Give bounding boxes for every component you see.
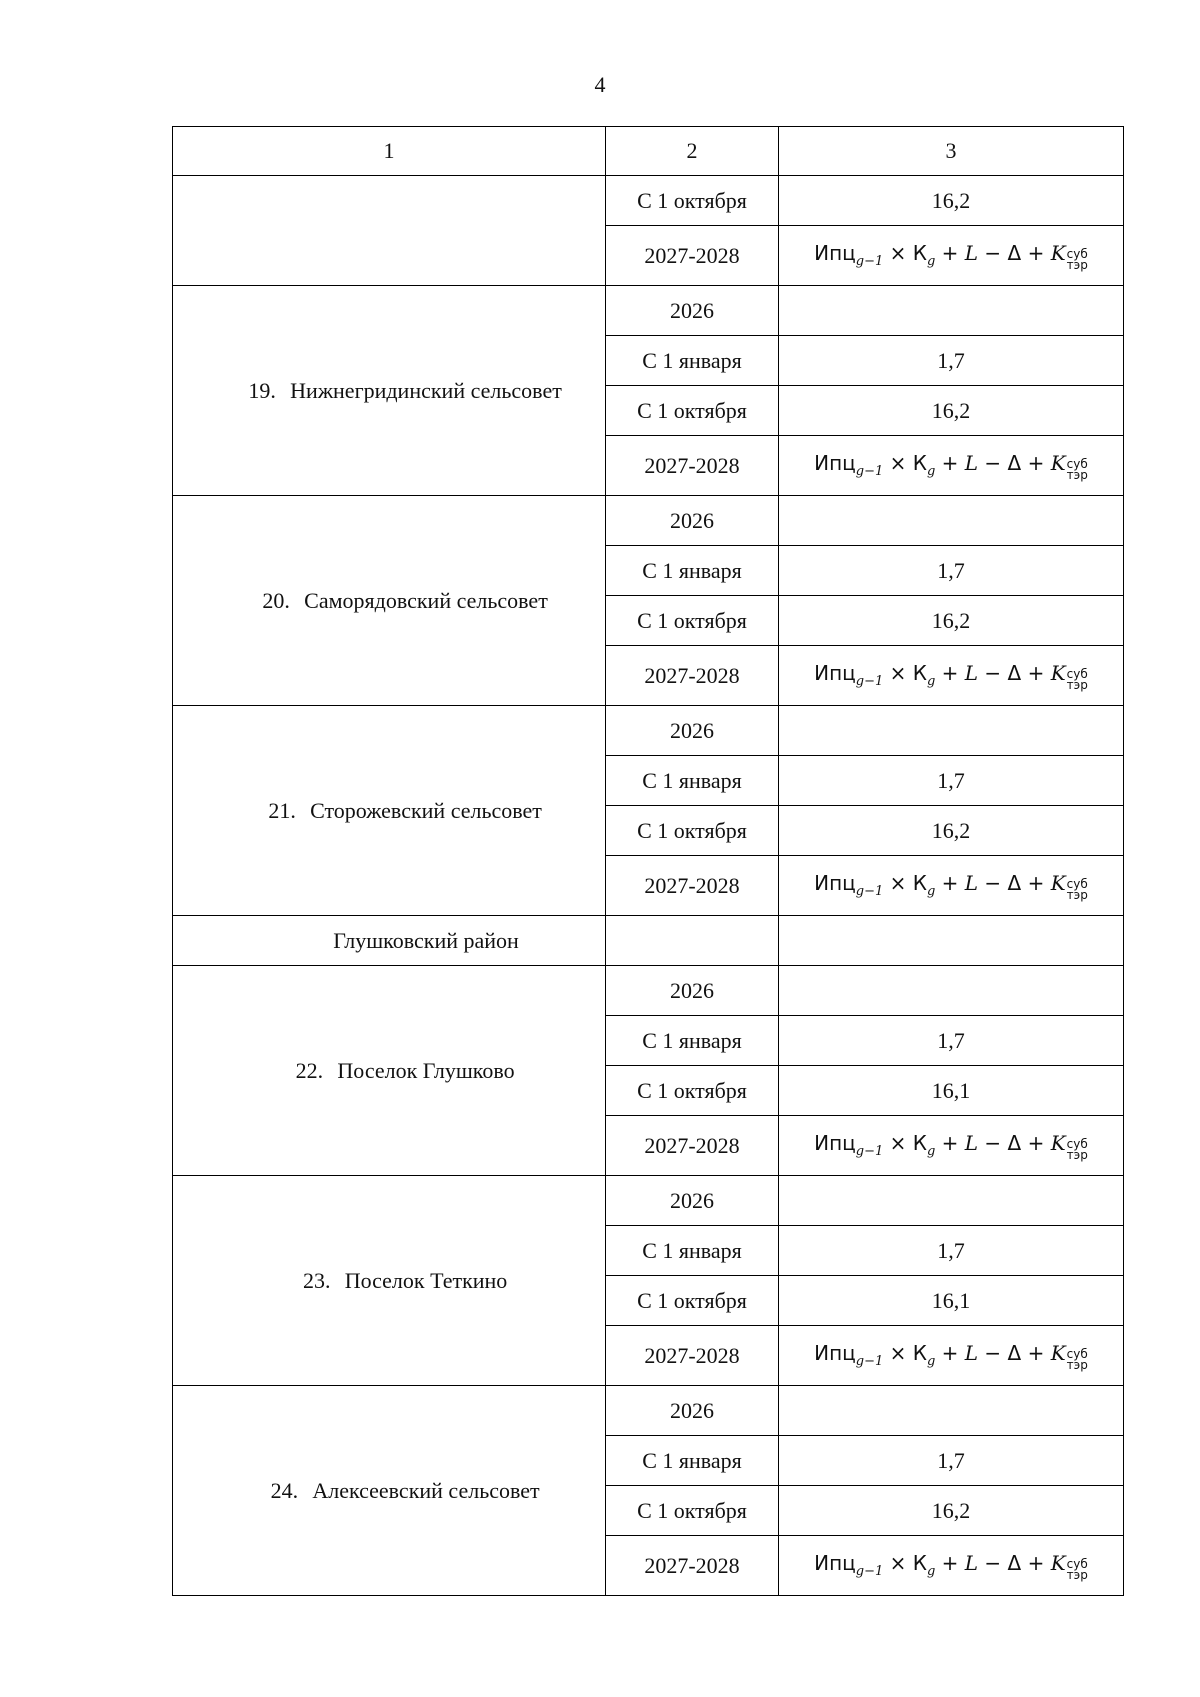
table-row xyxy=(173,286,1124,336)
formula-ipc-sub: g−1 xyxy=(855,674,884,689)
formula-plus: + xyxy=(941,1131,965,1155)
entity-name: Алексеевский сельсовет xyxy=(312,1477,540,1503)
formula-plus: + xyxy=(941,871,965,895)
region-name: Глушковский район xyxy=(173,916,606,966)
value-cell: 1,7 xyxy=(779,756,1124,806)
formula-kter: K xyxy=(1050,1341,1066,1365)
value-cell: 16,2 xyxy=(779,1486,1124,1536)
formula-k-sub: g xyxy=(926,884,936,899)
formula-k-sub: g xyxy=(926,1144,936,1159)
formula-l: L xyxy=(964,661,979,685)
entity-name: Сторожевский сельсовет xyxy=(310,797,542,823)
value-cell: 1,7 xyxy=(779,1436,1124,1486)
formula-kter-sup: суб xyxy=(1066,877,1088,891)
formula-minus-delta: − Δ + xyxy=(978,451,1051,475)
formula-k-sub: g xyxy=(926,1354,936,1369)
formula-k: × К xyxy=(889,451,927,475)
entity-name: Поселок Глушково xyxy=(337,1057,515,1083)
formula-plus: + xyxy=(941,661,965,685)
formula-l: L xyxy=(964,1341,979,1365)
formula-kter-sup: суб xyxy=(1066,247,1088,261)
formula-ipc: Ипц xyxy=(814,1341,856,1365)
period-cell: 2026 xyxy=(606,966,779,1016)
formula-k-sub: g xyxy=(926,254,936,269)
formula-l: L xyxy=(964,1551,979,1575)
formula-k: × К xyxy=(889,1341,927,1365)
formula-l: L xyxy=(964,871,979,895)
formula-kter-sub: тэр xyxy=(1066,1568,1088,1582)
formula-kter-sup: суб xyxy=(1066,667,1088,681)
entity-number: 22. xyxy=(295,1057,324,1083)
formula-cell xyxy=(779,646,1124,706)
period-cell: С 1 января xyxy=(606,336,779,386)
value-cell: 1,7 xyxy=(779,336,1124,386)
formula-cell xyxy=(779,1536,1124,1596)
table-row xyxy=(173,706,1124,756)
period-cell: 2027-2028 xyxy=(606,1536,779,1596)
formula-ipc: Ипц xyxy=(814,871,856,895)
period-cell: С 1 октября xyxy=(606,1486,779,1536)
tariff-formula xyxy=(814,656,1088,695)
entity-cell xyxy=(173,706,606,916)
formula-cell xyxy=(779,436,1124,496)
formula-kter-sub: тэр xyxy=(1066,258,1088,272)
formula-k: × К xyxy=(889,661,927,685)
period-cell: С 1 октября xyxy=(606,386,779,436)
formula-kter: K xyxy=(1050,1551,1066,1575)
period-cell: 2026 xyxy=(606,1386,779,1436)
formula-plus: + xyxy=(941,1341,965,1365)
formula-ipc: Ипц xyxy=(814,1551,856,1575)
formula-kter: K xyxy=(1050,451,1066,475)
period-cell: С 1 октября xyxy=(606,596,779,646)
formula-ipc: Ипц xyxy=(814,661,856,685)
formula-cell xyxy=(779,856,1124,916)
entity-number: 24. xyxy=(270,1477,299,1503)
value-cell xyxy=(779,496,1124,546)
value-cell xyxy=(779,916,1124,966)
formula-kter-sup: суб xyxy=(1066,1137,1088,1151)
value-cell: 16,1 xyxy=(779,1066,1124,1116)
formula-kter: K xyxy=(1050,241,1066,265)
formula-kter-sub: тэр xyxy=(1066,1358,1088,1372)
period-cell: С 1 января xyxy=(606,546,779,596)
formula-l: L xyxy=(964,241,979,265)
formula-kter-sub: тэр xyxy=(1066,678,1088,692)
period-cell: 2027-2028 xyxy=(606,436,779,496)
entity-cell xyxy=(173,496,606,706)
tariff-table xyxy=(172,126,1124,1596)
value-cell xyxy=(779,1176,1124,1226)
value-cell: 16,2 xyxy=(779,386,1124,436)
formula-ipc-sub: g−1 xyxy=(855,254,884,269)
formula-minus-delta: − Δ + xyxy=(978,1341,1051,1365)
formula-minus-delta: − Δ + xyxy=(978,871,1051,895)
formula-k: × К xyxy=(889,1131,927,1155)
formula-minus-delta: − Δ + xyxy=(978,241,1051,265)
period-cell xyxy=(606,916,779,966)
entity-cell xyxy=(173,286,606,496)
formula-ipc-sub: g−1 xyxy=(855,884,884,899)
table-row xyxy=(173,496,1124,546)
formula-kter-sup: суб xyxy=(1066,457,1088,471)
period-cell: С 1 октября xyxy=(606,1066,779,1116)
value-cell: 16,2 xyxy=(779,176,1124,226)
formula-k-sub: g xyxy=(926,464,936,479)
formula-k: × К xyxy=(889,241,927,265)
period-cell: С 1 января xyxy=(606,1016,779,1066)
formula-k: × К xyxy=(889,1551,927,1575)
table-row xyxy=(173,1386,1124,1436)
formula-kter-sub: тэр xyxy=(1066,888,1088,902)
formula-plus: + xyxy=(941,1551,965,1575)
period-cell: 2027-2028 xyxy=(606,1116,779,1176)
period-cell: С 1 октября xyxy=(606,1276,779,1326)
formula-ipc: Ипц xyxy=(814,241,856,265)
table-header-row xyxy=(173,127,1124,176)
period-cell: С 1 января xyxy=(606,1436,779,1486)
formula-cell xyxy=(779,1116,1124,1176)
table-row xyxy=(173,966,1124,1016)
region-row xyxy=(173,916,1124,966)
entity-number: 23. xyxy=(302,1267,331,1293)
period-cell: 2026 xyxy=(606,496,779,546)
period-cell: С 1 января xyxy=(606,1226,779,1276)
period-cell: 2027-2028 xyxy=(606,1326,779,1386)
header-col-3: 3 xyxy=(779,127,1124,176)
header-col-2: 2 xyxy=(606,127,779,176)
formula-kter-sub: тэр xyxy=(1066,1148,1088,1162)
period-cell: 2026 xyxy=(606,706,779,756)
formula-cell xyxy=(779,226,1124,286)
formula-k-sub: g xyxy=(926,1564,936,1579)
formula-kter: K xyxy=(1050,661,1066,685)
table-row xyxy=(173,176,1124,226)
period-cell: С 1 октября xyxy=(606,176,779,226)
entity-number: 19. xyxy=(248,377,276,403)
formula-l: L xyxy=(964,1131,979,1155)
formula-plus: + xyxy=(941,241,965,265)
entity-number: 21. xyxy=(268,797,296,823)
tariff-formula xyxy=(814,446,1088,485)
period-cell: С 1 октября xyxy=(606,806,779,856)
formula-minus-delta: − Δ + xyxy=(978,1551,1051,1575)
value-cell: 1,7 xyxy=(779,1226,1124,1276)
value-cell xyxy=(779,706,1124,756)
continued-name-cell xyxy=(173,176,606,286)
value-cell: 1,7 xyxy=(779,1016,1124,1066)
table-row xyxy=(173,1176,1124,1226)
period-cell: С 1 января xyxy=(606,756,779,806)
period-cell: 2027-2028 xyxy=(606,646,779,706)
value-cell: 16,2 xyxy=(779,806,1124,856)
formula-minus-delta: − Δ + xyxy=(978,1131,1051,1155)
tariff-formula xyxy=(814,1126,1088,1165)
formula-cell xyxy=(779,1326,1124,1386)
formula-minus-delta: − Δ + xyxy=(978,661,1051,685)
formula-kter-sub: тэр xyxy=(1066,468,1088,482)
entity-name: Саморядовский сельсовет xyxy=(304,587,548,613)
tariff-formula xyxy=(814,1336,1088,1375)
value-cell: 16,2 xyxy=(779,596,1124,646)
formula-plus: + xyxy=(941,451,965,475)
formula-kter-sup: суб xyxy=(1066,1557,1088,1571)
formula-l: L xyxy=(964,451,979,475)
formula-ipc: Ипц xyxy=(814,451,856,475)
value-cell: 1,7 xyxy=(779,546,1124,596)
entity-cell xyxy=(173,966,606,1176)
period-cell: 2026 xyxy=(606,286,779,336)
formula-kter: K xyxy=(1050,871,1066,895)
value-cell xyxy=(779,286,1124,336)
value-cell: 16,1 xyxy=(779,1276,1124,1326)
entity-name: Поселок Теткино xyxy=(344,1267,508,1293)
value-cell xyxy=(779,1386,1124,1436)
value-cell xyxy=(779,966,1124,1016)
period-cell: 2027-2028 xyxy=(606,856,779,916)
formula-ipc-sub: g−1 xyxy=(855,464,884,479)
entity-name: Нижнегридинский сельсовет xyxy=(290,377,562,403)
entity-number: 20. xyxy=(262,587,290,613)
formula-kter: K xyxy=(1050,1131,1066,1155)
tariff-formula xyxy=(814,1546,1088,1585)
header-col-1: 1 xyxy=(173,127,606,176)
tariff-formula xyxy=(814,866,1088,905)
formula-k-sub: g xyxy=(926,674,936,689)
page-number: 4 xyxy=(594,72,606,97)
formula-ipc: Ипц xyxy=(814,1131,856,1155)
tariff-formula xyxy=(814,236,1088,275)
formula-ipc-sub: g−1 xyxy=(855,1354,884,1369)
period-cell: 2027-2028 xyxy=(606,226,779,286)
formula-kter-sup: суб xyxy=(1066,1347,1088,1361)
formula-ipc-sub: g−1 xyxy=(855,1564,884,1579)
entity-cell xyxy=(173,1386,606,1596)
period-cell: 2026 xyxy=(606,1176,779,1226)
formula-ipc-sub: g−1 xyxy=(855,1144,884,1159)
entity-cell xyxy=(173,1176,606,1386)
formula-k: × К xyxy=(889,871,927,895)
